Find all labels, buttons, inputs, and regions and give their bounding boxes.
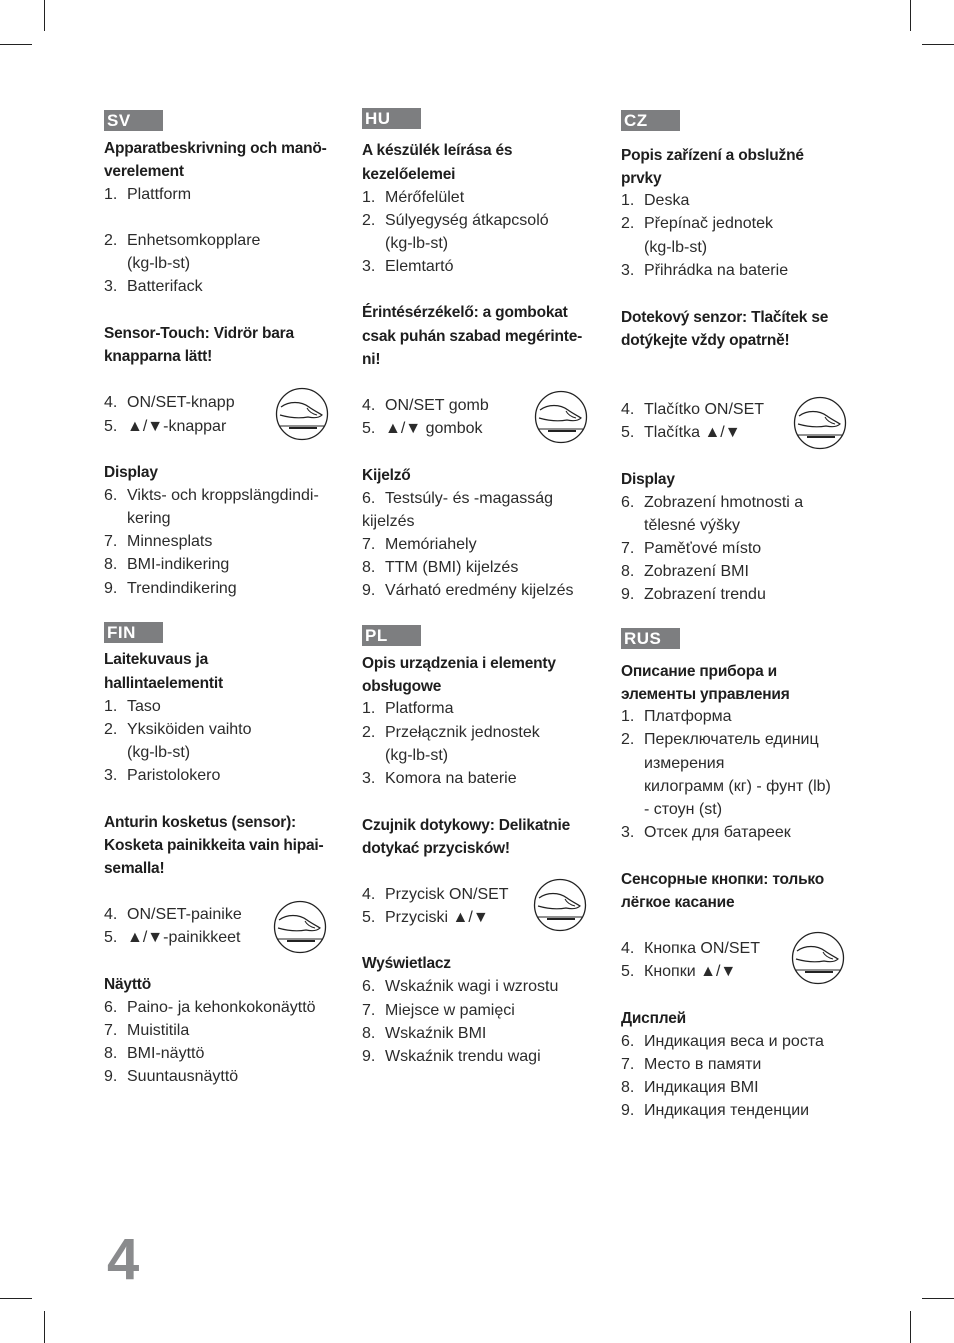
section-heading: Opis urządzenia i elementy	[362, 655, 556, 672]
crop-mark	[922, 1298, 954, 1299]
item-text: Платформа	[644, 708, 732, 725]
list-item	[104, 184, 191, 206]
finger-touch-icon	[533, 878, 587, 932]
list-item	[104, 531, 212, 553]
language-badge: FIN	[104, 622, 163, 643]
item-number: 9.	[104, 1068, 118, 1085]
section-heading: Näyttö	[104, 976, 152, 993]
item-text: Súlyegység átkapcsoló	[385, 212, 549, 229]
item-number: 8.	[621, 1079, 635, 1096]
section-heading: Apparatbeskrivning och manö-	[104, 140, 327, 157]
item-number: 1.	[104, 698, 118, 715]
section-heading: Display	[621, 471, 675, 488]
list-item	[104, 230, 260, 252]
item-number: 6.	[362, 978, 376, 995]
finger-touch-icon	[273, 900, 327, 954]
item-text: Batterifack	[127, 278, 203, 295]
item-text: Komora na baterie	[385, 770, 517, 787]
item-text-continued: измерения	[644, 755, 725, 772]
item-number: 4.	[362, 886, 376, 903]
item-text: ON/SET gomb	[385, 397, 489, 414]
list-item	[621, 961, 736, 983]
item-text: Zobrazení trendu	[644, 586, 766, 603]
item-text: Trendindikering	[127, 580, 237, 597]
item-text: Zobrazení BMI	[644, 563, 749, 580]
list-item	[621, 190, 689, 212]
list-item	[104, 904, 242, 926]
item-text: ON/SET-painike	[127, 906, 242, 923]
language-badge: SV	[104, 110, 163, 131]
list-item	[362, 1000, 515, 1022]
list-item	[621, 938, 760, 960]
item-text: Paristolokero	[127, 767, 221, 784]
item-text: Testsúly- és -magasság	[385, 490, 554, 507]
section-heading: obsługowe	[362, 678, 442, 695]
crop-mark	[44, 1311, 45, 1343]
item-number: 6.	[104, 487, 118, 504]
item-number: 5.	[362, 909, 376, 926]
section-heading: Display	[104, 464, 158, 481]
item-text: Enhetsomkopplare	[127, 232, 261, 249]
item-text-continued: kering	[127, 510, 171, 527]
item-number: 4.	[104, 906, 118, 923]
item-text: BMI-indikering	[127, 556, 230, 573]
list-item	[362, 976, 558, 998]
item-text-continued: (kg-lb-st)	[644, 239, 708, 256]
item-number: 3.	[621, 262, 635, 279]
item-number: 4.	[621, 940, 635, 957]
item-number: 2.	[104, 232, 118, 249]
item-text: ▲/▼-painikkeet	[127, 929, 241, 946]
section-heading: prvky	[621, 170, 662, 187]
section-heading: verelement	[104, 163, 184, 180]
column-middle	[362, 0, 602, 1343]
item-text: Przełącznik jednostek	[385, 724, 540, 741]
item-text: Индикация веса и роста	[644, 1033, 824, 1050]
list-item	[621, 561, 749, 583]
section-heading: Popis zařízení a obslužné	[621, 147, 804, 164]
crop-mark	[922, 44, 954, 45]
item-number: 6.	[104, 999, 118, 1016]
list-item	[362, 884, 509, 906]
list-item	[621, 729, 819, 751]
list-item	[621, 584, 766, 606]
item-text: ON/SET-knapp	[127, 394, 235, 411]
list-item	[104, 1066, 238, 1088]
item-text: ▲/▼ gombok	[385, 420, 483, 437]
item-number: 6.	[621, 1033, 635, 1050]
item-number: 7.	[104, 1022, 118, 1039]
item-number: 3.	[621, 824, 635, 841]
section-heading: Laitekuvaus ja	[104, 651, 209, 668]
item-number: 2.	[621, 215, 635, 232]
list-item	[104, 997, 316, 1019]
language-badge: RUS	[621, 628, 680, 649]
item-text: Platforma	[385, 700, 454, 717]
item-number: 8.	[104, 1045, 118, 1062]
section-heading: semalla!	[104, 860, 165, 877]
list-item	[104, 578, 237, 600]
list-item	[104, 1043, 204, 1065]
item-number: 7.	[104, 533, 118, 550]
crop-mark	[910, 1311, 911, 1343]
list-item	[104, 485, 319, 507]
crop-mark	[0, 1298, 32, 1299]
language-badge: HU	[362, 108, 421, 129]
section-heading: Kijelző	[362, 467, 411, 484]
item-number: 6.	[362, 490, 376, 507]
item-number: 3.	[362, 770, 376, 787]
item-text: Přepínač jednotek	[644, 215, 773, 232]
list-item	[362, 1046, 541, 1068]
crop-mark	[910, 0, 911, 31]
finger-touch-icon	[275, 387, 329, 441]
list-item	[362, 907, 489, 929]
column-left	[104, 0, 344, 1343]
item-text: Индикация тенденции	[644, 1102, 810, 1119]
section-heading: kezelőelemei	[362, 166, 456, 183]
section-heading: Kosketa painikkeita vain hipai-	[104, 837, 324, 854]
item-text: Wskaźnik BMI	[385, 1025, 487, 1042]
item-text-continued: - стоун (st)	[644, 801, 723, 818]
item-text: Miejsce w pamięci	[385, 1002, 515, 1019]
list-item	[362, 557, 518, 579]
item-number: 8.	[621, 563, 635, 580]
section-heading: A készülék leírása és	[362, 142, 513, 159]
item-number: 9.	[621, 1102, 635, 1119]
item-number: 1.	[621, 192, 635, 209]
item-number: 3.	[362, 258, 376, 275]
item-text: Переключатель единиц	[644, 731, 819, 748]
item-number: 2.	[104, 721, 118, 738]
item-number: 6.	[621, 494, 635, 511]
list-item	[362, 698, 453, 720]
list-item	[362, 768, 517, 790]
item-number: 4.	[621, 401, 635, 418]
item-text: Deska	[644, 192, 690, 209]
item-number: 1.	[104, 186, 118, 203]
list-item	[621, 213, 773, 235]
item-number: 9.	[362, 582, 376, 599]
item-number: 7.	[362, 1002, 376, 1019]
item-text: Przyciski ▲/▼	[385, 909, 489, 926]
list-item	[362, 210, 549, 232]
section-heading: dotýkejte vždy opatrně!	[621, 332, 790, 349]
list-item	[621, 492, 803, 514]
item-text: Taso	[127, 698, 161, 715]
section-heading: knapparna lätt!	[104, 348, 213, 365]
list-item	[104, 1020, 189, 1042]
item-text: Отсек для батареек	[644, 824, 791, 841]
list-item	[362, 187, 464, 209]
item-number: 5.	[621, 424, 635, 441]
item-text: Yksiköiden vaihto	[127, 721, 252, 738]
item-text-continued: (kg-lb-st)	[385, 235, 449, 252]
list-item	[621, 538, 761, 560]
item-text-continued: (kg-lb-st)	[127, 255, 191, 272]
list-item	[362, 580, 574, 602]
item-text: TTM (BMI) kijelzés	[385, 559, 519, 576]
list-item	[621, 1100, 809, 1122]
item-number: 5.	[104, 929, 118, 946]
language-badge: CZ	[621, 110, 680, 131]
item-number: 7.	[362, 536, 376, 553]
section-heading: Sensor-Touch: Vidrör bara	[104, 325, 294, 342]
list-item	[362, 488, 553, 510]
section-heading: ni!	[362, 351, 381, 368]
item-number: 2.	[362, 212, 376, 229]
item-number: 3.	[104, 767, 118, 784]
item-text: Zobrazení hmotnosti a	[644, 494, 804, 511]
item-text: Vikts- och kroppslängdindi-	[127, 487, 319, 504]
item-text-continued: kijelzés	[362, 513, 415, 530]
item-number: 5.	[621, 963, 635, 980]
section-heading: Wyświetlacz	[362, 955, 451, 972]
section-heading: Czujnik dotykowy: Delikatnie	[362, 817, 570, 834]
list-item	[104, 765, 220, 787]
crop-mark	[0, 44, 32, 45]
item-text: Přihrádka na baterie	[644, 262, 789, 279]
section-heading: Dotekový senzor: Tlačítek se	[621, 309, 829, 326]
item-number: 5.	[104, 418, 118, 435]
list-item	[362, 418, 482, 440]
item-number: 2.	[621, 731, 635, 748]
column-right	[621, 0, 861, 1343]
list-item	[362, 395, 489, 417]
item-number: 2.	[362, 724, 376, 741]
list-item	[104, 554, 229, 576]
section-heading: элементы управления	[621, 686, 790, 703]
list-item	[621, 422, 741, 444]
list-item	[621, 1054, 761, 1076]
item-text: Memóriahely	[385, 536, 477, 553]
list-item	[621, 1077, 759, 1099]
item-number: 8.	[362, 1025, 376, 1042]
section-heading: Описание прибора и	[621, 663, 777, 680]
section-heading: Érintésérzékelő: a gombokat	[362, 304, 568, 321]
item-text: Кнопки ▲/▼	[644, 963, 737, 980]
finger-touch-icon	[791, 931, 845, 985]
item-text-continued: tělesné výšky	[644, 517, 741, 534]
item-number: 1.	[362, 700, 376, 717]
list-item	[621, 822, 791, 844]
list-item	[621, 706, 732, 728]
section-heading: Дисплей	[621, 1010, 686, 1027]
item-number: 1.	[621, 708, 635, 725]
item-text: Minnesplats	[127, 533, 213, 550]
list-item	[362, 534, 477, 556]
item-text: Tlačítko ON/SET	[644, 401, 765, 418]
item-number: 8.	[362, 559, 376, 576]
item-text-continued: килограмм (кг) - фунт (lb)	[644, 778, 831, 795]
item-text: Tlačítka ▲/▼	[644, 424, 741, 441]
page-number: 4	[107, 1227, 140, 1292]
item-number: 8.	[104, 556, 118, 573]
item-text: Mérőfelület	[385, 189, 465, 206]
list-item	[104, 276, 203, 298]
item-number: 4.	[362, 397, 376, 414]
list-item	[362, 722, 540, 744]
item-text: Кнопка ON/SET	[644, 940, 760, 957]
section-heading: dotykać przycisków!	[362, 840, 510, 857]
item-text: Paměťové místo	[644, 540, 762, 557]
list-item	[362, 256, 453, 278]
item-number: 5.	[362, 420, 376, 437]
crop-mark	[44, 0, 45, 31]
item-number: 9.	[104, 580, 118, 597]
list-item	[621, 399, 764, 421]
list-item	[621, 1031, 824, 1053]
list-item	[104, 392, 235, 414]
item-text: Wskaźnik wagi i wzrostu	[385, 978, 559, 995]
item-number: 4.	[104, 394, 118, 411]
list-item	[362, 1023, 486, 1045]
finger-touch-icon	[534, 390, 588, 444]
item-number: 9.	[362, 1048, 376, 1065]
item-text: Elemtartó	[385, 258, 454, 275]
item-text: Przycisk ON/SET	[385, 886, 509, 903]
item-text: Várható eredmény kijelzés	[385, 582, 574, 599]
section-heading: hallintaelementit	[104, 675, 223, 692]
section-heading: csak puhán szabad megérinte-	[362, 328, 583, 345]
item-text: Paino- ja kehonkokonäyttö	[127, 999, 316, 1016]
item-text: BMI-näyttö	[127, 1045, 205, 1062]
item-text: Индикация BMI	[644, 1079, 759, 1096]
list-item	[104, 927, 241, 949]
item-number: 7.	[621, 1056, 635, 1073]
section-heading: Anturin kosketus (sensor):	[104, 814, 297, 831]
item-text-continued: (kg-lb-st)	[385, 747, 449, 764]
item-number: 3.	[104, 278, 118, 295]
item-text: Wskaźnik trendu wagi	[385, 1048, 541, 1065]
item-text: Plattform	[127, 186, 192, 203]
item-text-continued: (kg-lb-st)	[127, 744, 191, 761]
item-number: 9.	[621, 586, 635, 603]
list-item	[104, 416, 226, 438]
item-number: 7.	[621, 540, 635, 557]
list-item	[104, 719, 252, 741]
section-heading: Сенсорные кнопки: только	[621, 871, 825, 888]
finger-touch-icon	[793, 396, 847, 450]
list-item	[104, 696, 161, 718]
item-number: 1.	[362, 189, 376, 206]
item-text: Место в памяти	[644, 1056, 762, 1073]
item-text: Suuntausnäyttö	[127, 1068, 239, 1085]
list-item	[621, 260, 788, 282]
language-badge: PL	[362, 625, 421, 646]
item-text: ▲/▼-knappar	[127, 418, 227, 435]
section-heading: лёгкое касание	[621, 894, 735, 911]
item-text: Muistitila	[127, 1022, 190, 1039]
